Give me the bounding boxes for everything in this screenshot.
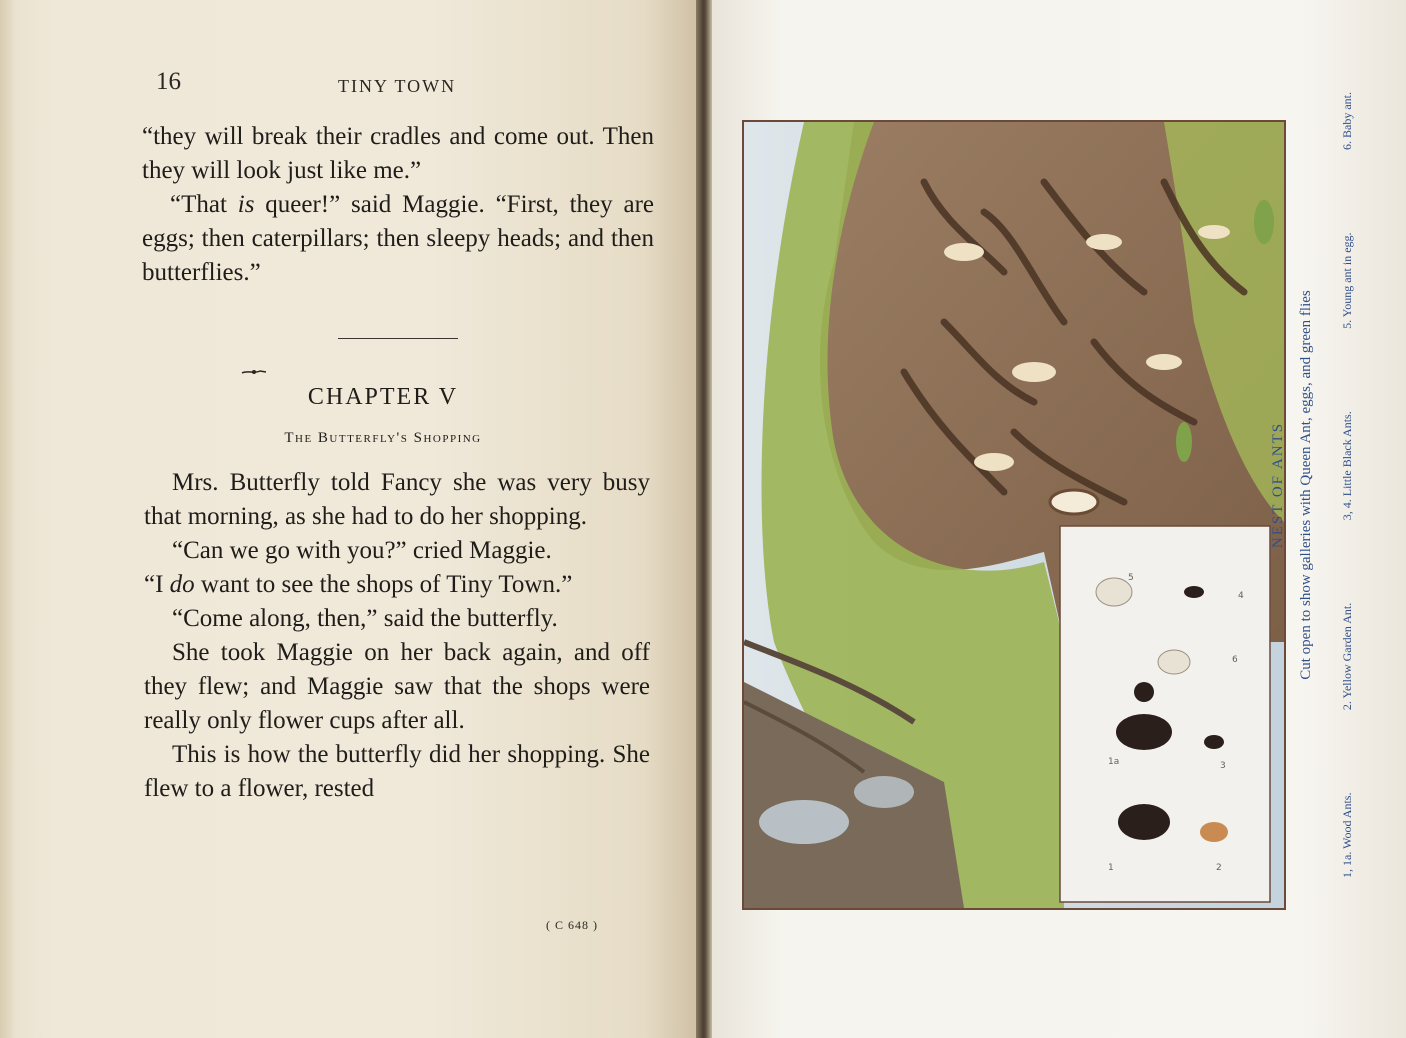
inset-number: 3 <box>1220 761 1226 771</box>
ink-speck <box>240 368 268 376</box>
page-number: 16 <box>156 68 181 95</box>
right-page <box>712 0 1406 1038</box>
paragraph: Mrs. Butterfly told Fancy she was very busy that morning, as she had to do her shopping. <box>144 469 650 530</box>
plate-legend <box>1340 92 1355 878</box>
chapter-title: The Butterfly's Shopping <box>284 430 482 446</box>
text-block-top <box>142 120 654 290</box>
inset-number: 5 <box>1128 573 1134 583</box>
inset-number: 6 <box>1232 655 1238 665</box>
inset-panel <box>1060 526 1270 902</box>
left-page <box>0 0 700 1038</box>
legend-item: 1, 1a. Wood Ants. <box>1340 792 1354 878</box>
paragraph: “That is queer!” said Maggie. “First, they are eggs; then caterpillars; then sleepy heads; and then butterflies.” <box>142 191 654 286</box>
plate-subtitle: Cut open to show galleries with Queen Ant, eggs, and green flies <box>1298 290 1314 680</box>
inset-number: 4 <box>1238 591 1244 601</box>
plate-title: NEST OF ANTS <box>1270 421 1286 549</box>
book-gutter <box>696 0 712 1038</box>
inset-number: 1 <box>1108 863 1114 873</box>
page-edge <box>0 0 16 1038</box>
legend-item: 6. Baby ant. <box>1340 92 1354 151</box>
paragraph: This is how the butterfly did her shopping. She flew to a flower, rested <box>144 741 650 802</box>
running-head <box>152 68 652 102</box>
paragraph: “Come along, then,” said the butterfly. <box>172 605 558 632</box>
paragraph: “they will break their cradles and come out. Then they will look just like me.” <box>142 123 654 184</box>
illustration-plate <box>742 120 1286 910</box>
text-block-bottom <box>144 466 650 806</box>
legend-item: 5. Young ant in egg. <box>1340 232 1354 329</box>
legend-item: 3, 4. Little Black Ants. <box>1340 411 1354 521</box>
plate-caption <box>1268 92 1386 878</box>
paragraph: “Can we go with you?” cried Maggie. <box>172 537 552 564</box>
inset-number: 2 <box>1216 863 1222 873</box>
running-title: TINY TOWN <box>338 76 457 96</box>
section-divider <box>338 338 458 339</box>
inset-number: 1a <box>1108 757 1120 767</box>
chapter-number: CHAPTER V <box>307 384 459 410</box>
paragraph: “I do want to see the shops of Tiny Town.” <box>144 571 573 598</box>
legend-item: 2. Yellow Garden Ant. <box>1340 602 1354 711</box>
ant-nest-illustration <box>744 122 1284 908</box>
paragraph: She took Maggie on her back again, and off they flew; and Maggie saw that the shops were really only flower cups after all. <box>144 639 650 734</box>
signature-mark: ( C 648 ) <box>546 918 598 932</box>
yellow-ant <box>1200 822 1228 842</box>
